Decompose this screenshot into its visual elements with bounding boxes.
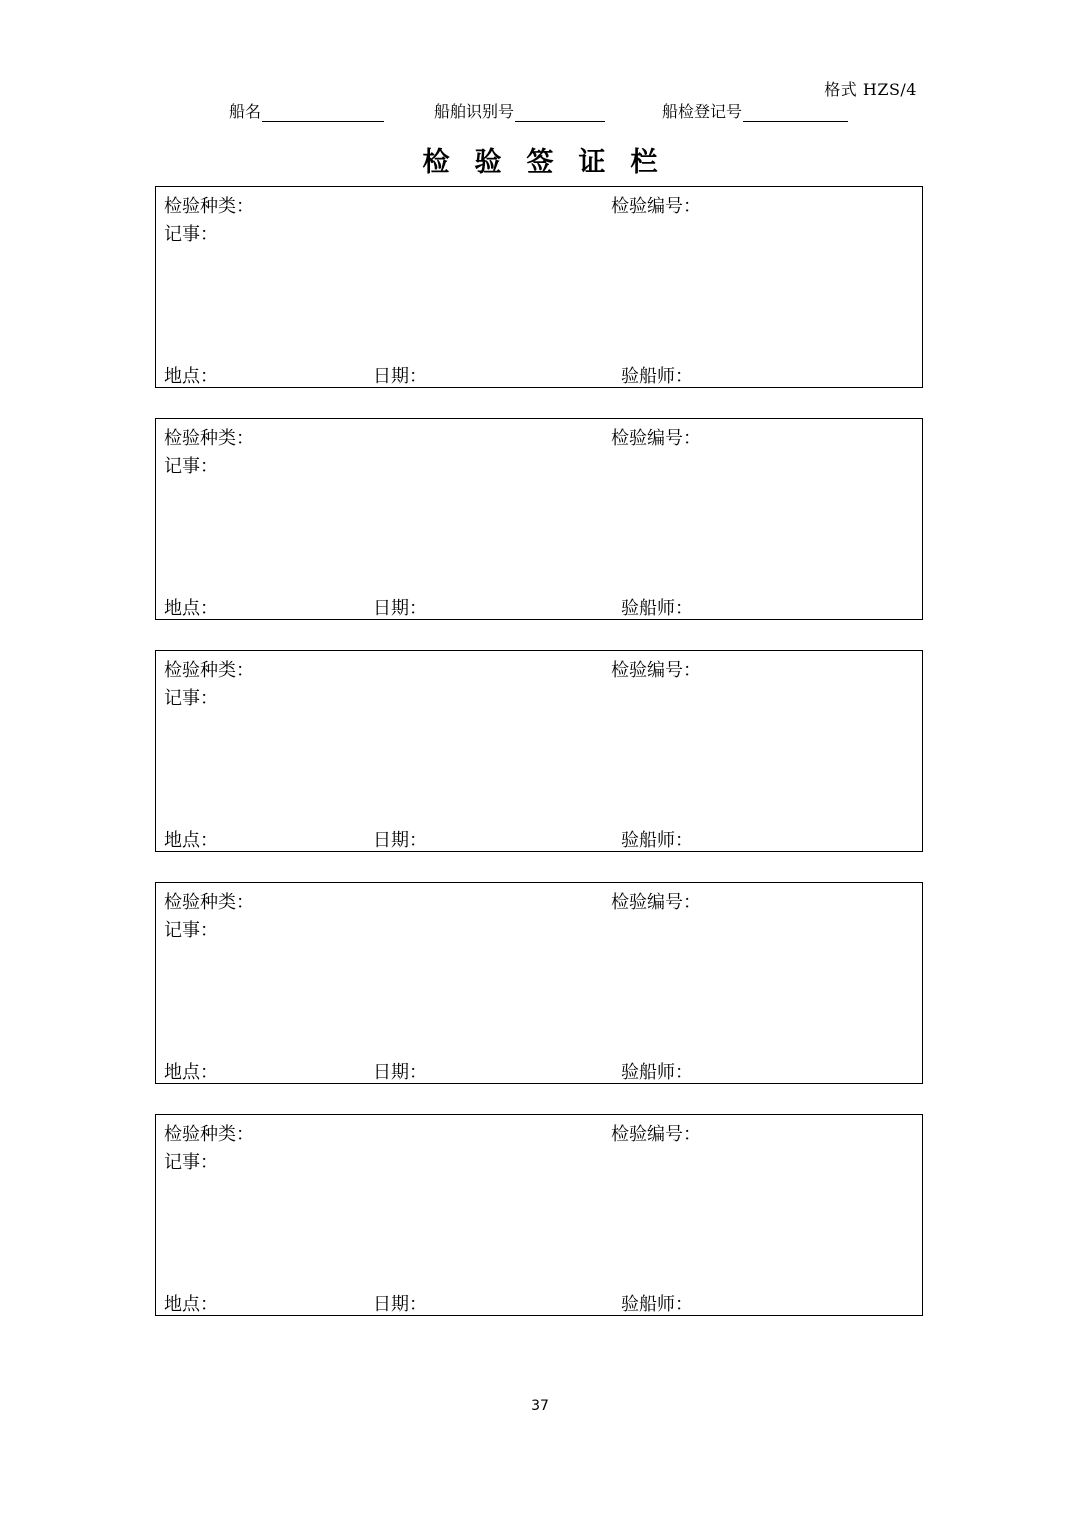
surveyor-label: 验船师： [621,598,693,619]
ship-name-field [229,99,384,122]
date-label: 日期： [373,830,427,851]
date-label: 日期： [373,366,427,387]
notes-label: 记事： [164,1152,218,1173]
registration-blank[interactable] [743,104,848,122]
notes-label: 记事： [164,920,218,941]
inspection-type-label: 检验种类： [164,892,254,913]
date-label: 日期： [373,1294,427,1315]
date-label: 日期： [373,1062,427,1083]
ship-id-label: 船舶识别号 [434,102,515,121]
inspection-record-2 [155,418,923,620]
ship-name-label: 船名 [229,102,262,121]
registration-label: 船检登记号 [662,102,743,121]
inspection-number-label: 检验编号： [611,196,701,217]
inspection-number-label: 检验编号： [611,428,701,449]
inspection-record-5 [155,1114,923,1316]
surveyor-label: 验船师： [621,366,693,387]
registration-field [662,99,848,122]
inspection-type-label: 检验种类： [164,660,254,681]
notes-label: 记事： [164,456,218,477]
date-label: 日期： [373,598,427,619]
surveyor-label: 验船师： [621,1062,693,1083]
inspection-type-label: 检验种类： [164,428,254,449]
header-fields [0,99,1080,123]
inspection-record-4 [155,882,923,1084]
ship-id-field [434,99,605,122]
ship-id-blank[interactable] [515,104,605,122]
place-label: 地点： [164,1294,218,1315]
notes-label: 记事： [164,688,218,709]
place-label: 地点： [164,830,218,851]
notes-label: 记事： [164,224,218,245]
format-code: 格式 HZS/4 [824,80,917,99]
inspection-number-label: 检验编号： [611,1124,701,1145]
inspection-number-label: 检验编号： [611,892,701,913]
place-label: 地点： [164,366,218,387]
place-label: 地点： [164,1062,218,1083]
inspection-record-3 [155,650,923,852]
surveyor-label: 验船师： [621,830,693,851]
page-title: 检验签证栏 [422,147,683,178]
page-number: 37 [531,1398,549,1414]
inspection-record-1 [155,186,923,388]
place-label: 地点： [164,598,218,619]
inspection-type-label: 检验种类： [164,1124,254,1145]
inspection-number-label: 检验编号： [611,660,701,681]
ship-name-blank[interactable] [262,104,384,122]
surveyor-label: 验船师： [621,1294,693,1315]
inspection-type-label: 检验种类： [164,196,254,217]
